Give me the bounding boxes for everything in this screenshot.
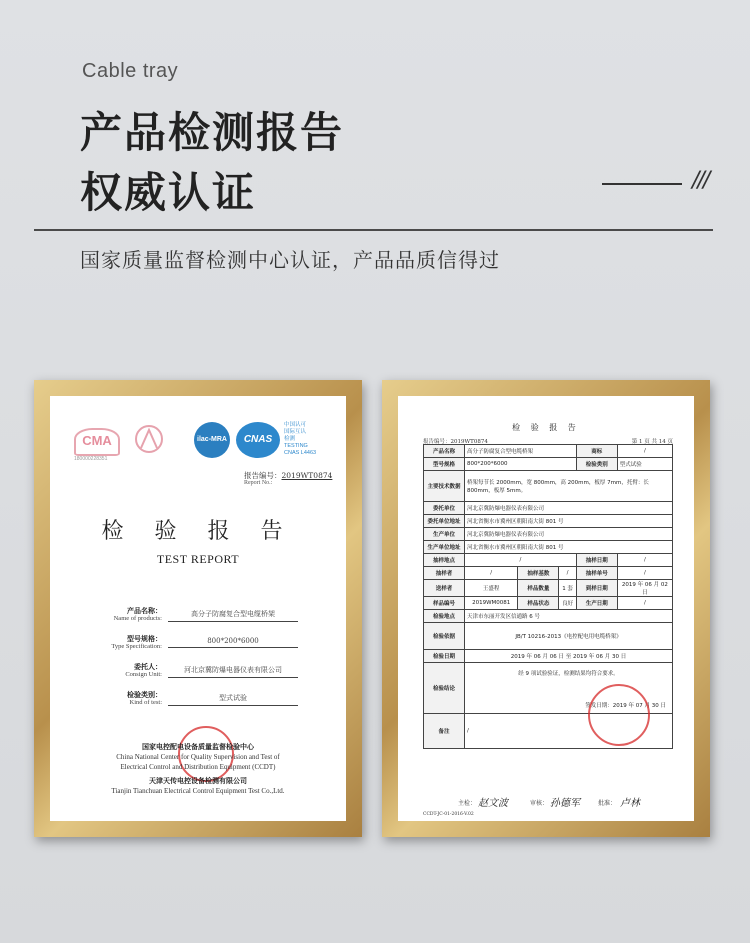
table-row: 样品编号 2019WM0081 样品状态 良好 生产日期 / [424, 597, 673, 610]
cnas-logo: CNAS [236, 422, 280, 458]
org-name-en-1: China National Center for Quality Supervision and Test of [116, 753, 280, 761]
table-row: 委托单位地址 河北省衡水市冀州区朝阳南大街 801 号 [424, 515, 673, 528]
table-row: 抽样者 / 抽样基数 / 抽样单号 / [424, 567, 673, 580]
decorative-slashes: /// [692, 168, 709, 193]
ilac-mra-logo: ilac-MRA [194, 422, 230, 458]
table-row: 检验地点 天津市东丽开发区信通路 6 号 [424, 610, 673, 623]
subtitle: 国家质量监督检测中心认证，产品品质信得过 [80, 248, 500, 272]
table-row: 检验依据 JB/T 10216-2013《电控配电用电缆桥架》 [424, 623, 673, 650]
certification-logos [74, 422, 336, 472]
org2-name-cn: 天津天传电控设备检测有限公司 [149, 776, 247, 785]
sign-inspector-label: 主检： [458, 800, 477, 807]
sign-reviewer-label: 审核： [530, 800, 549, 807]
cma-number: 180000228351 [74, 456, 108, 462]
cnas-text: 中国认可 国际互认 检测 TESTING CNAS L4463 [284, 422, 317, 456]
table-row: 型号规格 800*200*6000 检验类别 型式试验 [424, 458, 673, 471]
field-kind-of-test: 检验类别： Kind of test: 型式试验 [50, 690, 346, 720]
org2-name-en: Tianjin Tianchuan Electrical Control Equipment Test Co.,Ltd. [111, 787, 285, 795]
table-row: 备注 / [424, 714, 673, 749]
report-detail-page [398, 396, 694, 821]
page-title-line1: 产品检测报告 [80, 108, 345, 157]
table-row: 主要技术数据 桥架每节长 2000mm，宽 800mm，高 200mm，板厚 7mm，托臂：长 800mm，板厚 5mm。 [424, 471, 673, 502]
table-row: 检验日期 2019 年 06 月 06 日 至 2019 年 06 月 30 日 [424, 650, 673, 663]
form-code: CCDT-JC-01-2016-V.02 [423, 812, 474, 817]
table-row: 委托单位 河北京冀防爆电器仪表有限公司 [424, 502, 673, 515]
table-row: 抽样地点 / 抽样日期 / [424, 554, 673, 567]
report-number-en: Report No.: [244, 480, 273, 486]
sign-inspector: 赵文波 [478, 798, 508, 809]
ca-logo-icon [132, 424, 166, 454]
table-row: 送样者 王盛程 样品数量 1 套 到样日期 2019 年 06 月 02 日 [424, 580, 673, 597]
decorative-line [602, 183, 682, 185]
field-product-name: 产品名称： Name of products: 高分子防腐复合型电缆桥架 [50, 606, 346, 636]
certificate-frame-detail [382, 380, 710, 837]
org-name-cn: 国家电控配电设备质量监督检验中心 [142, 742, 254, 751]
section-divider [34, 229, 713, 231]
table-row: 产品名称 高分子防腐复合型电缆桥架 商标 / [424, 445, 673, 458]
cma-logo: CMA [74, 428, 120, 456]
report-number: 报告编号：2019WT0874 [244, 471, 333, 480]
field-type-spec: 型号规格： Type Specification: 800*200*6000 [50, 634, 346, 664]
detail-page-number: 第 1 页 共 14 页 [631, 439, 673, 445]
detail-title: 检 验 报 告 [512, 423, 580, 432]
table-row: 生产单位地址 河北省衡水市冀州区朝阳南大街 801 号 [424, 541, 673, 554]
table-row: 检验结论 经 9 项试验验证，检测结果均符合要求。 签发日期：2019 年 07 月 30 日 [424, 663, 673, 714]
certificate-frame-cover [34, 380, 362, 837]
sign-approver-label: 批准： [598, 800, 617, 807]
report-title-cn: 检 验 报 告 [101, 519, 295, 544]
org-name-en-2: Electrical Control and Distribution Equipment (CCDT) [120, 763, 276, 771]
inspection-seal [588, 684, 650, 746]
field-consign-unit: 委托人： Consign Unit: 河北京冀防爆电器仪表有限公司 [50, 662, 346, 692]
detail-report-number: 报告编号：2019WT0874 [423, 439, 488, 445]
table-row: 生产单位 河北京冀防爆电器仪表有限公司 [424, 528, 673, 541]
report-title-en: TEST REPORT [156, 552, 240, 566]
sign-reviewer: 孙德军 [550, 798, 580, 809]
page-title-line2: 权威认证 [80, 168, 257, 217]
sign-approver: 卢林 [620, 798, 640, 809]
header-label: Cable tray [82, 60, 179, 82]
certificate-cover [50, 396, 346, 821]
